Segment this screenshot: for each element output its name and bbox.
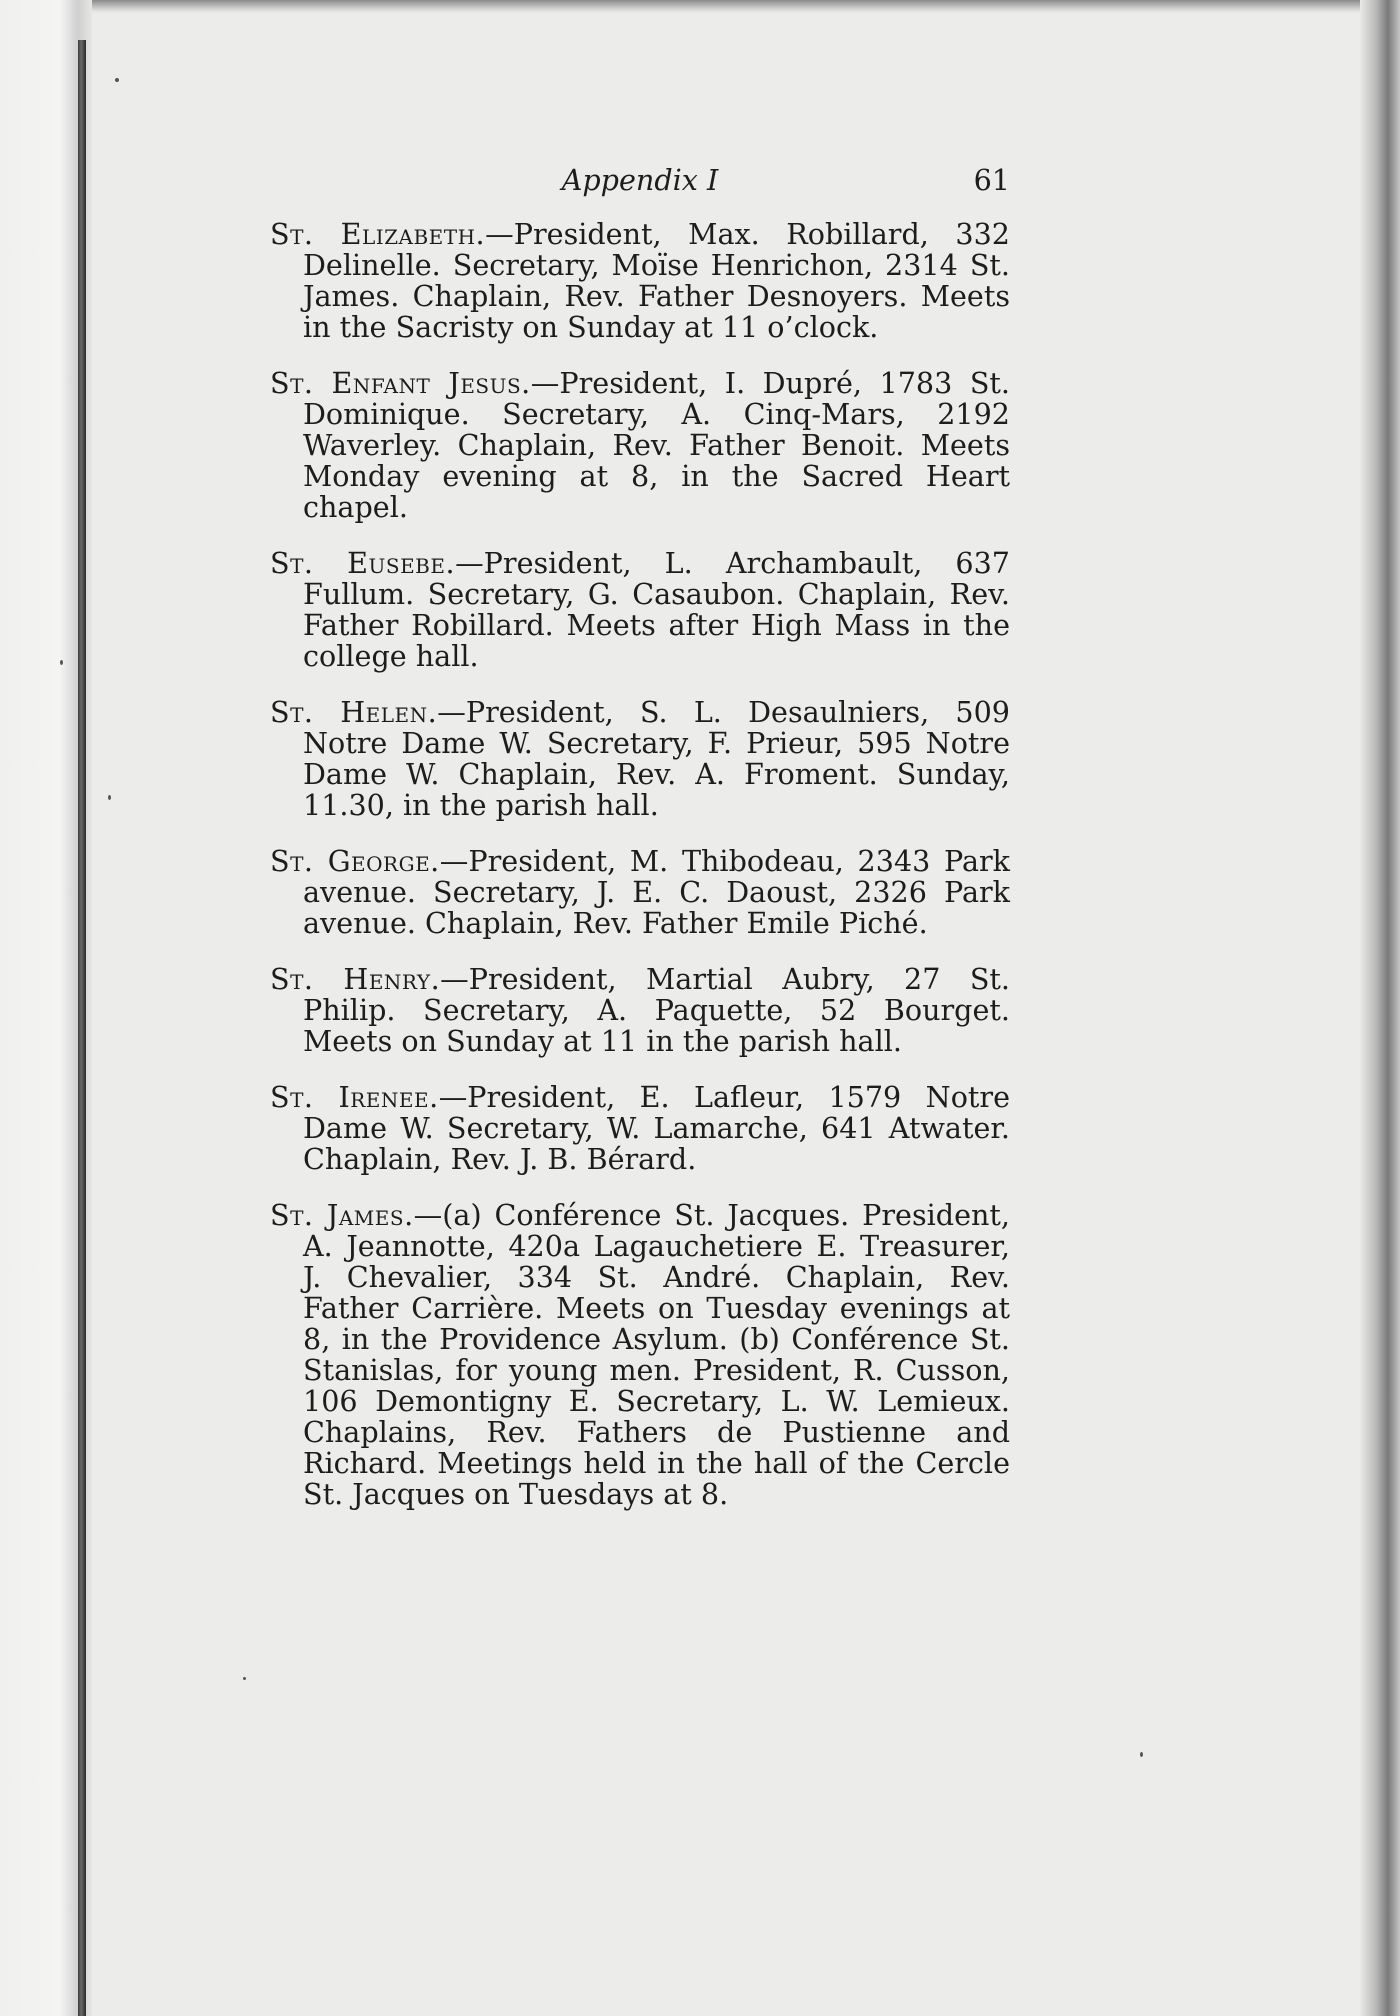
entry bbox=[270, 1082, 1010, 1175]
entry-name: St. James. bbox=[270, 1198, 414, 1232]
entry-name: St. Enfant Jesus. bbox=[270, 366, 531, 400]
header-title: Appendix I bbox=[561, 163, 719, 197]
speck bbox=[108, 795, 111, 800]
speck bbox=[1140, 1752, 1143, 1757]
entry-text: —President, Max. Robillard, 332 Delinelle. Secretary, Moïse Henrichon, 2314 St. James. Chaplain, Rev. Father Desnoyers. Meets in the Sacristy on Sunday at 11 o’clock. bbox=[303, 217, 1010, 344]
entry-text: —President, I. Dupré, 1783 St. Dominique. Secretary, A. Cinq-Mars, 2192 Waverley. Chaplain, Rev. Father Benoit. Meets Monday evening at 8, in the Sacred Heart chapel. bbox=[303, 366, 1010, 524]
entry-name: St. Elizabeth. bbox=[270, 217, 486, 251]
entry bbox=[270, 1200, 1010, 1510]
running-header bbox=[270, 165, 1010, 205]
entry bbox=[270, 548, 1010, 672]
entry bbox=[270, 368, 1010, 523]
top-page-edge bbox=[0, 0, 1400, 12]
entry-name: St. Henry. bbox=[270, 962, 441, 996]
entry-name: St. Eusebe. bbox=[270, 546, 456, 580]
entry bbox=[270, 219, 1010, 343]
entry-text: —President, Martial Aubry, 27 St. Philip. Secretary, A. Paquette, 52 Bourget. Meets on Sunday at 11 in the parish hall. bbox=[303, 962, 1010, 1058]
spine-shadow-line bbox=[78, 40, 86, 2016]
entry-text: —President, L. Archambault, 637 Fullum. Secretary, G. Casaubon. Chaplain, Rev. Father Robillard. Meets after High Mass in the college hall. bbox=[303, 546, 1010, 673]
entry bbox=[270, 697, 1010, 821]
speck bbox=[243, 1677, 246, 1680]
page-number: 61 bbox=[973, 163, 1010, 197]
entry-text: —President, E. Lafleur, 1579 Notre Dame W. Secretary, W. Lamarche, 641 Atwater. Chaplain, Rev. J. B. Bérard. bbox=[303, 1080, 1010, 1176]
entry-name: St. Helen. bbox=[270, 695, 438, 729]
right-page-edge bbox=[1360, 0, 1400, 2016]
speck bbox=[60, 660, 63, 665]
entry bbox=[270, 846, 1010, 939]
entry-name: St. Irenee. bbox=[270, 1080, 439, 1114]
page-content bbox=[270, 165, 1010, 1535]
entry bbox=[270, 964, 1010, 1057]
entry-text: —President, S. L. Desaulniers, 509 Notre Dame W. Secretary, F. Prieur, 595 Notre Dame W. Chaplain, Rev. A. Froment. Sunday, 11.30, in the parish hall. bbox=[303, 695, 1010, 822]
speck bbox=[115, 78, 119, 82]
entry-text: —(a) Conférence St. Jacques. President, A. Jeannotte, 420a Lagauchetiere E. Treasurer, J. Chevalier, 334 St. André. Chaplain, Rev. Father Carrière. Meets on Tuesday evenings at 8, in the Providence Asylum. (b) Conférence St. Stanislas, for young men. President, R. Cusson, 106 Demontigny E. Secretary, L. W. Lemieux. Chaplains, Rev. Fathers de Pustienne and Richard. Meetings held in the hall of the Cercle St. Jacques on Tuesdays at 8. bbox=[303, 1198, 1010, 1511]
entry-name: St. George. bbox=[270, 844, 440, 878]
entry-text: —President, M. Thibodeau, 2343 Park avenue. Secretary, J. E. C. Daoust, 2326 Park avenue. Chaplain, Rev. Father Emile Piché. bbox=[303, 844, 1010, 940]
